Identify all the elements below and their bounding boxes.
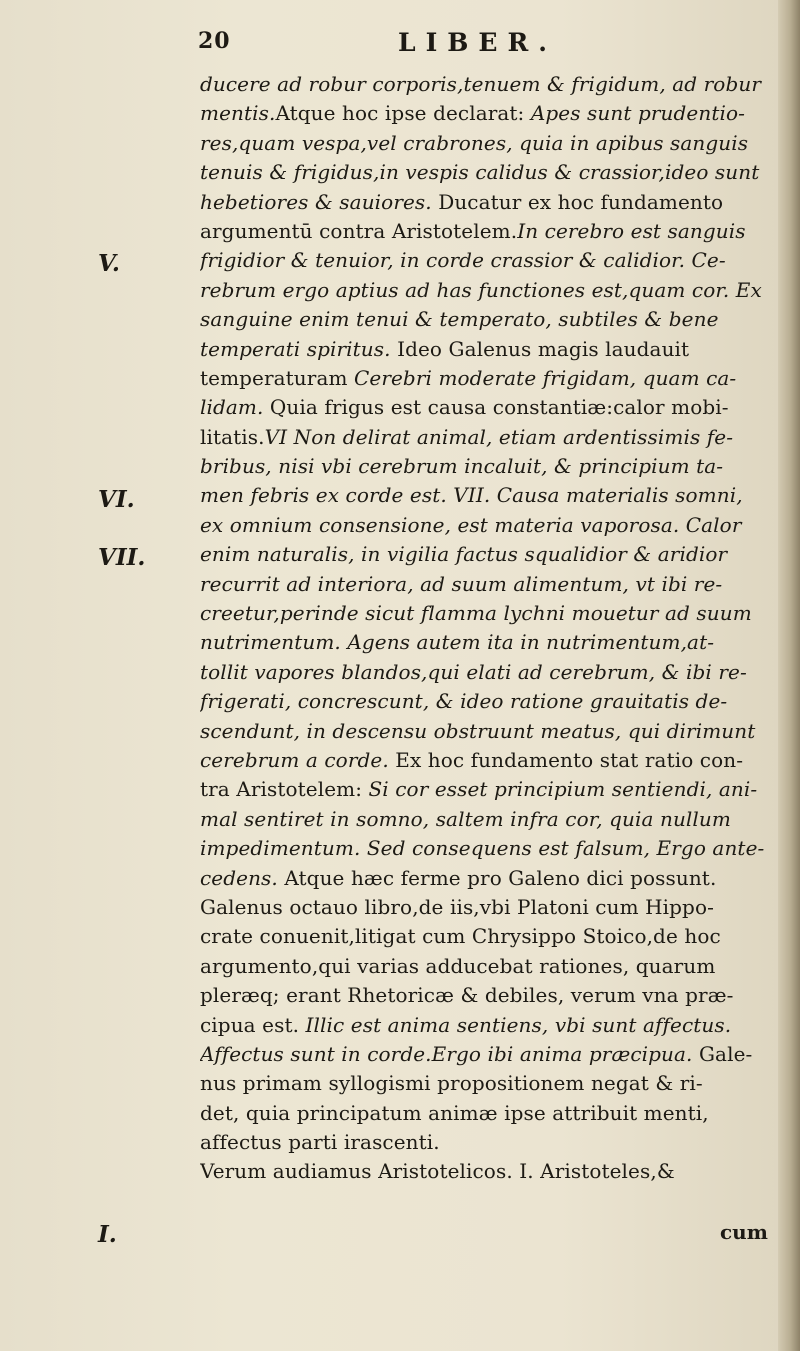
text-line xyxy=(200,746,782,775)
text-line xyxy=(200,599,782,628)
italic-text-run: VI Non delirat animal, etiam ardentissimis fe- xyxy=(264,424,734,449)
text-line xyxy=(200,1040,782,1069)
text-line xyxy=(200,158,782,187)
roman-text-run: Galenus octauo libro,de iis,vbi Platoni cum Hippo- xyxy=(200,894,714,919)
italic-text-run: Apes sunt prudentio- xyxy=(530,101,745,126)
text-line xyxy=(200,452,782,481)
italic-text-run: In cerebro est sanguis xyxy=(517,218,746,243)
text-line xyxy=(200,864,782,893)
italic-text-run: Affectus sunt in corde.Ergo ibi anima præcipua. xyxy=(200,1041,693,1066)
italic-text-run: Cerebri moderate frigidam, quam ca- xyxy=(354,365,737,390)
margin-note: VI. xyxy=(98,485,135,513)
text-line xyxy=(200,658,782,687)
italic-text-run: Illic est anima sentiens, vbi sunt affectus. xyxy=(305,1012,732,1037)
text-line xyxy=(200,834,782,863)
main-text-block xyxy=(200,70,782,1187)
italic-text-run: res,quam vespa,vel crabrones, quia in apibus sanguis xyxy=(200,130,749,155)
text-line xyxy=(200,922,782,951)
text-line xyxy=(200,511,782,540)
italic-text-run: scendunt, in descensu obstruunt meatus, qui dirimunt xyxy=(200,718,756,743)
italic-text-run: sanguine enim tenui & temperato, subtiles & bene xyxy=(200,307,719,332)
italic-text-run: enim naturalis, in vigilia factus squalidior & aridior xyxy=(200,542,728,567)
italic-text-run: impedimentum. Sed consequens est falsum, Ergo ante- xyxy=(200,836,765,861)
margin-note: I. xyxy=(98,1220,117,1248)
italic-text-run: Si cor esset principium sentiendi, ani- xyxy=(368,777,758,802)
text-line xyxy=(200,188,782,217)
italic-text-run: cerebrum a corde. xyxy=(200,747,389,772)
text-line xyxy=(200,217,782,246)
roman-text-run: Atque hoc ipse declarat: xyxy=(275,101,531,126)
page-header xyxy=(0,28,800,62)
italic-text-run: temperati spiritus. xyxy=(200,336,391,361)
text-line xyxy=(200,1128,782,1157)
text-line xyxy=(200,1069,782,1098)
text-line xyxy=(200,276,782,305)
roman-text-run: Ex hoc fundamento stat ratio con- xyxy=(388,747,744,772)
text-line xyxy=(200,717,782,746)
text-line xyxy=(200,687,782,716)
text-line xyxy=(200,246,782,275)
roman-text-run: Ducatur ex hoc fundamento xyxy=(431,189,724,214)
text-line xyxy=(200,570,782,599)
roman-text-run: Quia frigus est causa constantiæ:calor mobi- xyxy=(263,395,729,420)
page-number: 20 xyxy=(198,28,231,54)
italic-text-run: nutrimentum. Agens autem ita in nutrimentum,at- xyxy=(200,630,715,655)
roman-text-run: Atque hæc ferme pro Galeno dici possunt. xyxy=(277,865,717,890)
italic-text-run: rebrum ergo aptius ad has functiones est,quam cor. Ex xyxy=(200,277,762,302)
text-line xyxy=(200,1099,782,1128)
italic-text-run: tenuis & frigidus,in vespis calidus & crassior,ideo sunt xyxy=(200,160,760,185)
margin-note: V. xyxy=(98,250,120,278)
text-line xyxy=(200,805,782,834)
roman-text-run: argumento,qui varias adducebat rationes, quarum xyxy=(200,953,716,978)
text-line xyxy=(200,335,782,364)
text-line xyxy=(200,628,782,657)
italic-text-run: ducere ad robur corporis,tenuem & frigidum, ad robur xyxy=(200,72,761,96)
italic-text-run: mal sentiret in somno, saltem infra cor, quia nullum xyxy=(200,806,731,831)
text-line xyxy=(200,981,782,1010)
roman-text-run: crate conuenit,litigat cum Chrysippo Stoico,de hoc xyxy=(200,924,721,949)
roman-text-run: Ideo Galenus magis laudauit xyxy=(390,336,690,361)
roman-text-run: litatis. xyxy=(200,424,265,449)
text-line xyxy=(200,393,782,422)
margin-note: VII. xyxy=(98,544,146,572)
italic-text-run: frigerati, concrescunt, & ideo ratione grauitatis de- xyxy=(200,689,728,714)
text-line xyxy=(200,305,782,334)
text-line xyxy=(200,1157,782,1186)
italic-text-run: frigidior & tenuior, in corde crassior & calidior. Ce- xyxy=(200,248,726,273)
roman-text-run: Gale- xyxy=(692,1041,753,1066)
italic-text-run: cedens. xyxy=(200,865,278,890)
roman-text-run: cipua est. xyxy=(200,1012,306,1037)
text-line xyxy=(200,540,782,569)
roman-text-run: tra Aristotelem: xyxy=(200,777,369,802)
roman-text-run: det, quia principatum animæ ipse attribuit menti, xyxy=(200,1100,709,1125)
roman-text-run: nus primam syllogismi propositionem negat & ri- xyxy=(200,1071,703,1096)
italic-text-run: lidam. xyxy=(200,395,264,420)
italic-text-run: tollit vapores blandos,qui elati ad cerebrum, & ibi re- xyxy=(200,659,747,684)
italic-text-run: hebetiores & sauiores. xyxy=(200,189,432,214)
italic-text-run: creetur,perinde sicut flamma lychni mouetur ad suum xyxy=(200,601,752,626)
text-line xyxy=(200,893,782,922)
italic-text-run: ex omnium consensione, est materia vaporosa. Calor xyxy=(200,512,742,537)
text-line xyxy=(200,952,782,981)
roman-text-run: pleræq; erant Rhetoricæ & debiles, verum vna præ- xyxy=(200,983,734,1008)
roman-text-run: Verum audiamus Aristotelicos. I. Aristoteles,& xyxy=(200,1159,675,1184)
italic-text-run: bribus, nisi vbi cerebrum incaluit, & principium ta- xyxy=(200,454,724,479)
roman-text-run: temperaturam xyxy=(200,365,354,390)
text-line xyxy=(200,481,782,510)
text-line xyxy=(200,129,782,158)
running-title: LIBER. xyxy=(398,28,557,57)
text-line xyxy=(200,99,782,128)
catchword: cum xyxy=(720,1220,768,1244)
text-line xyxy=(200,1011,782,1040)
italic-text-run: mentis. xyxy=(200,101,276,126)
text-line xyxy=(200,70,782,99)
text-line xyxy=(200,423,782,452)
text-line xyxy=(200,775,782,804)
text-line xyxy=(200,364,782,393)
italic-text-run: recurrit ad interiora, ad suum alimentum, vt ibi re- xyxy=(200,571,723,596)
roman-text-run: affectus parti irascenti. xyxy=(200,1130,440,1155)
italic-text-run: men febris ex corde est. VII. Causa materialis somni, xyxy=(200,483,743,508)
roman-text-run: argumentū contra Aristotelem. xyxy=(200,218,518,243)
